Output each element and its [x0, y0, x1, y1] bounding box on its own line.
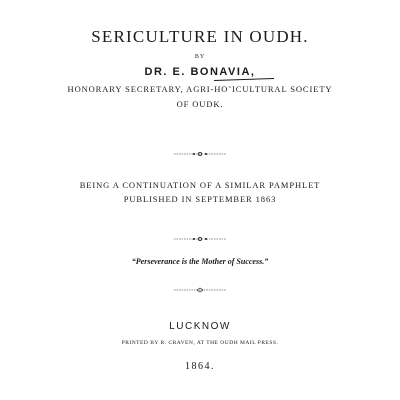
author-affiliation-line-1: HONORARY SECRETARY, AGRI-HO˜ICULTURAL SOCIETY — [67, 84, 333, 94]
ornament-divider — [170, 151, 230, 157]
ornament-divider — [170, 236, 230, 242]
continuation-line-1: BEING A CONTINUATION OF A SIMILAR PAMPHLET — [79, 180, 321, 190]
book-title: SERICULTURE IN OUDH. — [91, 27, 309, 46]
author-affiliation-line-2: OF OUDK. — [176, 99, 224, 109]
by-label: BY — [194, 54, 206, 60]
publication-year: 1864. — [185, 361, 215, 372]
printer-line: PRINTED BY R. CRAVEN, AT THE OUDH MAIL PRESS. — [121, 340, 279, 346]
motto: “Perseverance is the Mother of Success.” — [131, 257, 269, 266]
author-name: DR. E. BONAVIA, — [144, 66, 256, 78]
publication-city: LUCKNOW — [169, 321, 231, 332]
author-underline — [214, 78, 274, 81]
ornament-divider — [170, 287, 230, 293]
continuation-line-2: PUBLISHED IN SEPTEMBER 1863 — [123, 194, 277, 204]
